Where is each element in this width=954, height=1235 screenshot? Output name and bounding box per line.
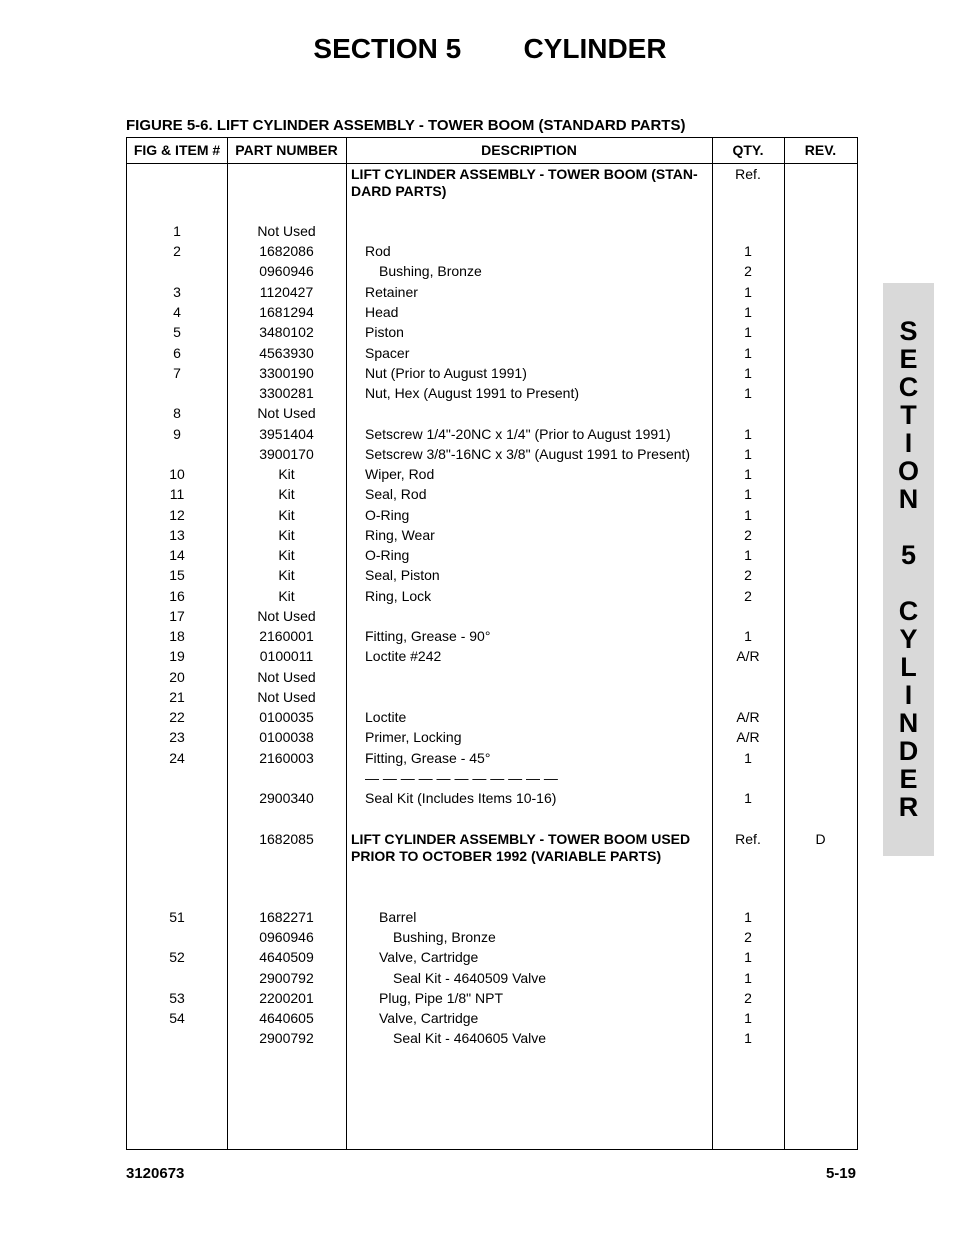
qty-cell: 2 (744, 929, 752, 945)
description-cell: LIFT CYLINDER ASSEMBLY - TOWER BOOM (STAN- (351, 166, 698, 182)
qty-cell: 1 (744, 909, 752, 925)
fig-item-cell: 13 (169, 527, 185, 543)
description-cell: Fitting, Grease - 45° (365, 750, 491, 766)
qty-cell: 1 (744, 466, 752, 482)
part-number-cell: 1681294 (259, 304, 314, 320)
fig-item-cell: 9 (173, 426, 181, 442)
description-cell: Spacer (365, 345, 410, 361)
fig-item-cell: 21 (169, 689, 185, 705)
part-number-cell: Not Used (257, 669, 316, 685)
part-number-cell: 1120427 (259, 284, 314, 300)
qty-cell: 1 (744, 628, 752, 644)
part-number-cell: 2200201 (259, 990, 314, 1006)
qty-cell: A/R (736, 729, 760, 745)
side-tab-letter: C (898, 596, 919, 626)
description-cell: — — — — — — — — — — — (365, 770, 558, 786)
part-number-cell: 3951404 (259, 426, 314, 442)
part-number-cell: 1682085 (259, 831, 314, 847)
description-cell: O-Ring (365, 507, 410, 523)
part-number-cell: 1682086 (259, 243, 314, 259)
fig-item-cell: 5 (173, 324, 181, 340)
parts-table (126, 137, 858, 1150)
header-rev: REV. (804, 142, 837, 158)
fig-item-cell: 2 (173, 243, 181, 259)
rev-cell: D (815, 831, 826, 847)
part-number-cell: 0100035 (259, 709, 314, 725)
description-cell: Seal Kit (Includes Items 10-16) (365, 790, 557, 806)
fig-item-cell: 19 (169, 648, 185, 664)
qty-cell: 1 (744, 426, 752, 442)
description-cell: Piston (365, 324, 404, 340)
part-number-cell: 0100038 (259, 729, 314, 745)
part-number-cell: 2900792 (259, 1030, 314, 1046)
header-part-number: PART NUMBER (235, 142, 338, 158)
description-cell: O-Ring (365, 547, 410, 563)
description-cell: Plug, Pipe 1/8" NPT (379, 990, 504, 1006)
side-tab-letter: D (898, 736, 919, 766)
description-cell: Nut, Hex (August 1991 to Present) (365, 385, 579, 401)
qty-cell: 1 (744, 243, 752, 259)
header-fig-item: FIG & ITEM # (133, 142, 221, 158)
qty-cell: 1 (744, 385, 752, 401)
description-cell: Setscrew 1/4"-20NC x 1/4" (Prior to August 1991) (365, 426, 671, 442)
page-number: 5-19 (825, 1165, 856, 1182)
part-number-cell: 3300281 (259, 385, 314, 401)
qty-cell: 1 (744, 446, 752, 462)
description-cell: Ring, Wear (365, 527, 435, 543)
qty-cell: 1 (744, 345, 752, 361)
side-tab-letter: E (899, 344, 918, 374)
qty-cell: 2 (744, 588, 752, 604)
qty-cell: 2 (744, 567, 752, 583)
fig-item-cell: 22 (169, 709, 185, 725)
side-tab-letter: N (898, 708, 919, 738)
qty-cell: 1 (744, 304, 752, 320)
description-cell: Seal Kit - 4640509 Valve (393, 970, 547, 986)
qty-cell: 2 (744, 263, 752, 279)
qty-cell: 1 (744, 1030, 752, 1046)
part-number-cell: Kit (278, 588, 295, 604)
description-cell: Seal Kit - 4640605 Valve (393, 1030, 547, 1046)
fig-item-cell: 54 (169, 1010, 185, 1026)
fig-item-cell: 12 (169, 507, 185, 523)
side-tab-letter: T (900, 400, 917, 430)
description-cell: LIFT CYLINDER ASSEMBLY - TOWER BOOM USED (351, 831, 691, 847)
qty-cell: 1 (744, 949, 752, 965)
part-number-cell: 4640509 (259, 949, 314, 965)
description-cell: Valve, Cartridge (379, 949, 479, 965)
side-tab-letter: C (898, 372, 919, 402)
section-title: SECTION 5 CYLINDER (313, 33, 667, 64)
qty-cell: 1 (744, 486, 752, 502)
description-cell: Valve, Cartridge (379, 1010, 479, 1026)
fig-item-cell: 3 (173, 284, 181, 300)
description-cell: Loctite #242 (365, 648, 442, 664)
description-cell: Loctite (365, 709, 407, 725)
part-number-cell: Not Used (257, 405, 316, 421)
description-cell: Head (365, 304, 399, 320)
qty-cell: 1 (744, 750, 752, 766)
side-tab-letter: Y (899, 624, 918, 654)
qty-cell: 1 (744, 507, 752, 523)
fig-item-cell: 53 (169, 990, 185, 1006)
part-number-cell: 2160001 (259, 628, 314, 644)
header-qty: QTY. (732, 142, 764, 158)
qty-cell: 1 (744, 790, 752, 806)
fig-item-cell: 17 (169, 608, 185, 624)
description-cell-continued: PRIOR TO OCTOBER 1992 (VARIABLE PARTS) (351, 848, 662, 864)
side-tab-letter: O (897, 456, 919, 486)
qty-cell: 1 (744, 365, 752, 381)
description-cell: Bushing, Bronze (379, 263, 482, 279)
fig-item-cell: 1 (173, 223, 181, 239)
description-cell: Wiper, Rod (365, 466, 435, 482)
qty-cell: 2 (744, 527, 752, 543)
description-cell: Ring, Lock (365, 588, 432, 604)
part-number-cell: 3300190 (259, 365, 314, 381)
part-number-cell: Kit (278, 507, 295, 523)
description-cell: Nut (Prior to August 1991) (365, 365, 527, 381)
side-tab-letter: I (904, 680, 913, 710)
side-tab-letter: I (904, 428, 913, 458)
fig-item-cell: 4 (173, 304, 181, 320)
part-number-cell: 2160003 (259, 750, 314, 766)
description-cell: Fitting, Grease - 90° (365, 628, 491, 644)
description-cell: Rod (365, 243, 391, 259)
fig-item-cell: 23 (169, 729, 185, 745)
part-number-cell: 0100011 (259, 648, 314, 664)
description-cell-continued: DARD PARTS) (351, 183, 447, 199)
part-number-cell: Not Used (257, 223, 316, 239)
fig-item-cell: 6 (173, 345, 181, 361)
part-number-cell: 2900340 (259, 790, 314, 806)
qty-cell: Ref. (735, 831, 761, 847)
fig-item-cell: 16 (169, 588, 185, 604)
description-cell: Bushing, Bronze (393, 929, 496, 945)
side-tab-letter: N (898, 484, 919, 514)
part-number-cell: 2900792 (259, 970, 314, 986)
section-side-tab (883, 283, 934, 856)
description-cell: Retainer (365, 284, 418, 300)
fig-item-cell: 11 (169, 486, 185, 502)
part-number-cell: Kit (278, 567, 295, 583)
description-cell: Barrel (379, 909, 417, 925)
qty-cell: 1 (744, 1010, 752, 1026)
side-tab-letter: L (900, 652, 917, 682)
doc-number: 3120673 (126, 1165, 185, 1182)
qty-cell: 2 (744, 990, 752, 1006)
fig-item-cell: 7 (173, 365, 181, 381)
qty-cell: 1 (744, 284, 752, 300)
fig-item-cell: 8 (173, 405, 181, 421)
fig-item-cell: 10 (169, 466, 185, 482)
side-tab-letter: E (899, 764, 918, 794)
description-cell: Primer, Locking (365, 729, 462, 745)
part-number-cell: 0960946 (259, 929, 314, 945)
part-number-cell: Kit (278, 547, 295, 563)
side-tab-letter: 5 (900, 540, 917, 570)
side-tab-letter: S (899, 316, 918, 346)
part-number-cell: 3480102 (259, 324, 314, 340)
fig-item-cell: 20 (169, 669, 185, 685)
side-tab-letter: R (898, 792, 919, 822)
part-number-cell: Kit (278, 527, 295, 543)
fig-item-cell: 15 (169, 567, 185, 583)
qty-cell: A/R (736, 648, 760, 664)
part-number-cell: 4563930 (259, 345, 314, 361)
header-divider (127, 163, 857, 164)
qty-cell: 1 (744, 324, 752, 340)
fig-item-cell: 18 (169, 628, 185, 644)
description-cell: Seal, Piston (365, 567, 440, 583)
fig-item-cell: 52 (169, 949, 185, 965)
qty-cell: Ref. (735, 166, 761, 182)
qty-cell: 1 (744, 547, 752, 563)
part-number-cell: 0960946 (259, 263, 314, 279)
qty-cell: A/R (736, 709, 760, 725)
part-number-cell: Not Used (257, 689, 316, 705)
part-number-cell: 4640605 (259, 1010, 314, 1026)
part-number-cell: 3900170 (259, 446, 314, 462)
figure-title: FIGURE 5-6. LIFT CYLINDER ASSEMBLY - TOWER BOOM (STANDARD PARTS) (126, 117, 686, 134)
column-divider (346, 138, 347, 1149)
description-cell: Seal, Rod (365, 486, 427, 502)
part-number-cell: Kit (278, 486, 295, 502)
description-cell: Setscrew 3/8"-16NC x 3/8" (August 1991 to Present) (365, 446, 691, 462)
part-number-cell: Not Used (257, 608, 316, 624)
part-number-cell: 1682271 (259, 909, 314, 925)
header-description: DESCRIPTION (481, 142, 577, 158)
part-number-cell: Kit (278, 466, 295, 482)
fig-item-cell: 51 (169, 909, 185, 925)
qty-cell: 1 (744, 970, 752, 986)
fig-item-cell: 24 (169, 750, 185, 766)
column-divider (784, 138, 785, 1149)
fig-item-cell: 14 (169, 547, 185, 563)
